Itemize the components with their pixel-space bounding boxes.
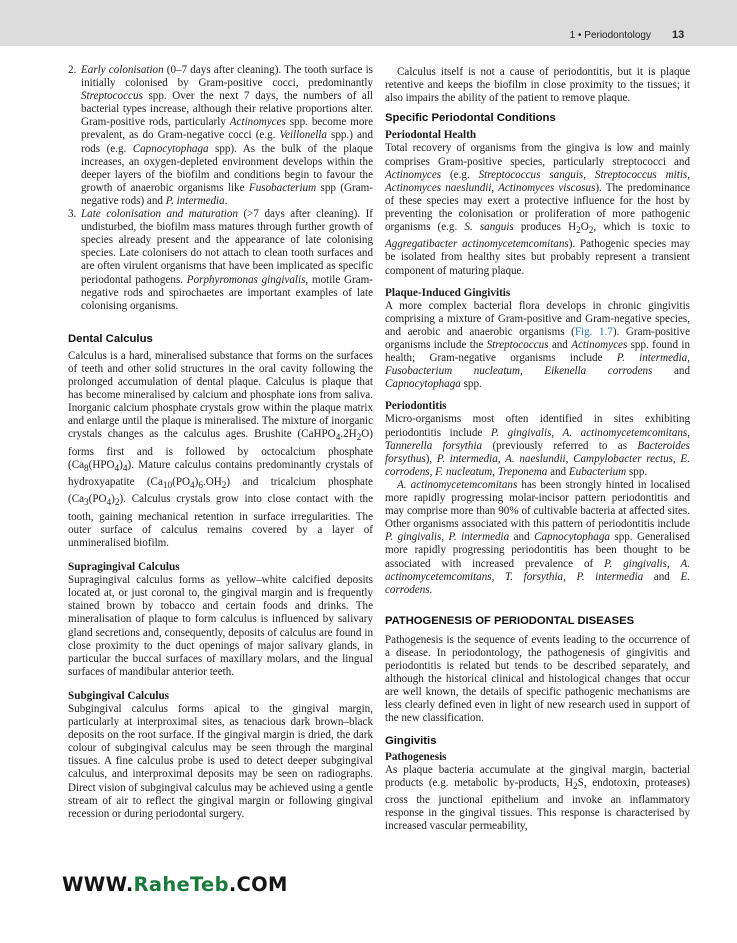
paragraph: Subgingival calculus forms apical to the gingival margin, particularly at interproximal sites, as tenacious dark brown–black deposits on the root surface. If the gingival margin is dried, the dark colour of subgingival calculus may be seen through the marginal tissues. A fine calculus probe is used to detect deeper subgingival calculus, and interproximal deposits may be seen on radiographs. Direct vision of subgingival calculus may be achieved using a gentle stream of air to reflect the gingival margin or following gingival recession or during periodontal surgery. (68, 703, 373, 820)
header-bar (0, 0, 737, 46)
left-column (68, 64, 373, 821)
page-number: 13 (672, 29, 685, 41)
subsection-heading: Pathogenesis (385, 750, 447, 763)
site-watermark: WWW.RaheTeb.COM (62, 873, 288, 896)
running-head: 1 • Periodontology (569, 30, 651, 41)
list-item-title: Late colonisation and maturation (81, 208, 238, 221)
paragraph: Supragingival calculus forms as yellow–white calcified deposits located at, or just coronal to, the gingival margin and is frequently stained brown by tobacco and certain foods and drinks. The mineralisation of plaque to form calculus is influenced by salivary gland secretions and, consequently, deposits of calculus are found in close proximity to the duct openings of major salivary glands, in particular the buccal surfaces of maxillary molars, and the lingual surfaces of mandibular anterior teeth. (68, 574, 373, 678)
paragraph: Pathogenesis is the sequence of events leading to the occurrence of a disease. In periodontology, the pathogenesis of gingivitis and periodontitis is related but tends to be described separately, and although the historical clinical and histological changes that occur are well known, the details of specific pathogenic mechanisms are less clearly defined even in light of new research used in support of the new classification. (385, 633, 690, 725)
paragraph: Calculus is a hard, mineralised substance that forms on the surfaces of teeth and other solid structures in the oral cavity following the prolonged accumulation of dental plaque. Calculus is plaque that has become mineralised by calcium and phosphate ions from saliva. Inorganic calcium phosphate crystals grow within the plaque matrix and enlarge until the plaque is mineralised. The mixture of inorganic crystals changes as the calculus ages. Brushite $(CaHPO_4.2H_2O)$ forms first and is followed by octocalcium phosphate $(Ca_8(HPO_4)_4)$. Mature calculus contains predominantly crystals of hydroxyapatite $(Ca_{10}(PO_4)_6.OH_2)$ and tricalcium phosphate $(Ca_3(PO_4)_2)$. Calculus crystals grow into close contact with the tooth, gaining mechanical retention in surface irregularities. The outer surface of calculus remains covered by a layer of unmineralised biofilm. (68, 349, 373, 549)
paragraph: A more complex bacterial flora develops in chronic gingivitis comprising a mixture of Gram-positive and Gram-negative species, and aerobic and anaerobic organisms (Fig. 1.7). Gram-positive organisms include the Streptococcus and Actinomyces spp. found in health; Gram-negative organisms include P. intermedia, Fusobacterium nucleatum, Eikenella corrodens and Capnocytophaga spp. (385, 299, 691, 391)
subsection-heading: Periodontitis (385, 400, 447, 413)
list-item: 3. Late colonisation and maturation (>7 days after cleaning). If undisturbed, the biofilm mass matures through further growth of species already present and the appearance of late colonising species. Late colonisers do not attach to clean tooth surfaces and are often virulent organisms that have been implicated as specific periodontal pathogens. Porphyromonas gingivalis, motile Gram-negative rods and spirochaetes are important examples of late colonising organisms. (68, 208, 373, 312)
section-heading: Gingivitis (385, 734, 437, 747)
subsection-heading: Subgingival Calculus (68, 689, 170, 702)
paragraph: A. actinomycetemcomitans has been strongly hinted in localised more rapidly progressing molar-incisor pattern periodontitis and may comprise more than 90% of cultivable bacteria at affected sites. Other organisms associated with this pattern of periodontitis include P. gingivalis, P. intermedia and Capnocytophaga spp. Generalised more rapidly progressing periodontitis has been thought to be associated with increased prevalence of P. gingivalis, A. actinomycetemcomitans, T. forsythia, P. intermedia and E. corrodens. (385, 478, 691, 596)
paragraph: Total recovery of organisms from the gingiva is low and mainly comprises Gram-positive species, particularly streptococci and Actinomyces (e.g. Streptococcus sanguis, Streptococcus mitis, Actinomyces naeslundii, Actinomyces viscosus). The predominance of these species may exert a protective influence for the host by preventing the colonisation or proliferation of more pathogenic organisms (e.g. S. sanguis produces $H_2O_2$, which is toxic to Aggregatibacter actinomycetemcomitans). Pathogenic species may be isolated from healthy sites but probably represent a transient component of maturing plaque. (385, 142, 691, 277)
list-item: 2. Early colonisation (0–7 days after cleaning). The tooth surface is initially colonised by Gram-positive cocci, predominantly Streptococcus spp. Over the next 7 days, the numbers of all bacterial types increase, although their relative proportions alter. Gram-positive rods, particularly Actinomyces spp. become more prevalent, as do Gram-negative cocci (e.g. Veillonella spp.) and rods (e.g. Capnocytophaga spp). As the bulk of the plaque increases, an oxygen-depleted environment develops within the deeper layers of the biofilm and conditions begin to favour the growth of anaerobic organisms like Fusobacterium spp (Gram-negative rods) and P. intermedia. (68, 64, 373, 207)
subsection-heading: Plaque-Induced Gingivitis (385, 286, 511, 299)
paragraph: Calculus itself is not a cause of periodontitis, but it is plaque retentive and keeps the biofilm in close proximity to the tissues; it also impairs the ability of the patient to remove plaque. (385, 66, 690, 105)
chapter-section-heading: PATHOGENESIS OF PERIODONTAL DISEASES (385, 614, 635, 627)
section-heading: Dental Calculus (68, 332, 153, 345)
subsection-heading: Supragingival Calculus (68, 561, 180, 574)
list-number: 3. (68, 208, 77, 221)
paragraph: As plaque bacteria accumulate at the gingival margin, bacterial products (e.g. metabolic by-products, $H_2S$, endotoxin, proteases) cross the junctional epithelium and invoke an inflammatory response in the gingival tissues. This response is characterised by increased vascular permeability, (385, 763, 691, 833)
list-number: 2. (68, 64, 77, 76)
section-heading: Specific Periodontal Conditions (385, 112, 556, 125)
paragraph: Micro-organisms most often identified in sites exhibiting periodontitis include P. gingivalis, A. actinomycetemcomitans, Tannerella forsythia (previously referred to as Bacteroides forsythus), P. intermedia, A. naeslundii, Campylobacter rectus, E. corrodens, F. nucleatum, Treponema and Eubacterium spp. (385, 413, 691, 478)
colonisation-list (68, 64, 373, 313)
list-item-title: Early colonisation (81, 64, 164, 76)
figure-reference-link[interactable]: Fig. 1.7 (574, 325, 613, 338)
right-column (385, 66, 690, 833)
subsection-heading: Periodontal Health (385, 129, 477, 142)
